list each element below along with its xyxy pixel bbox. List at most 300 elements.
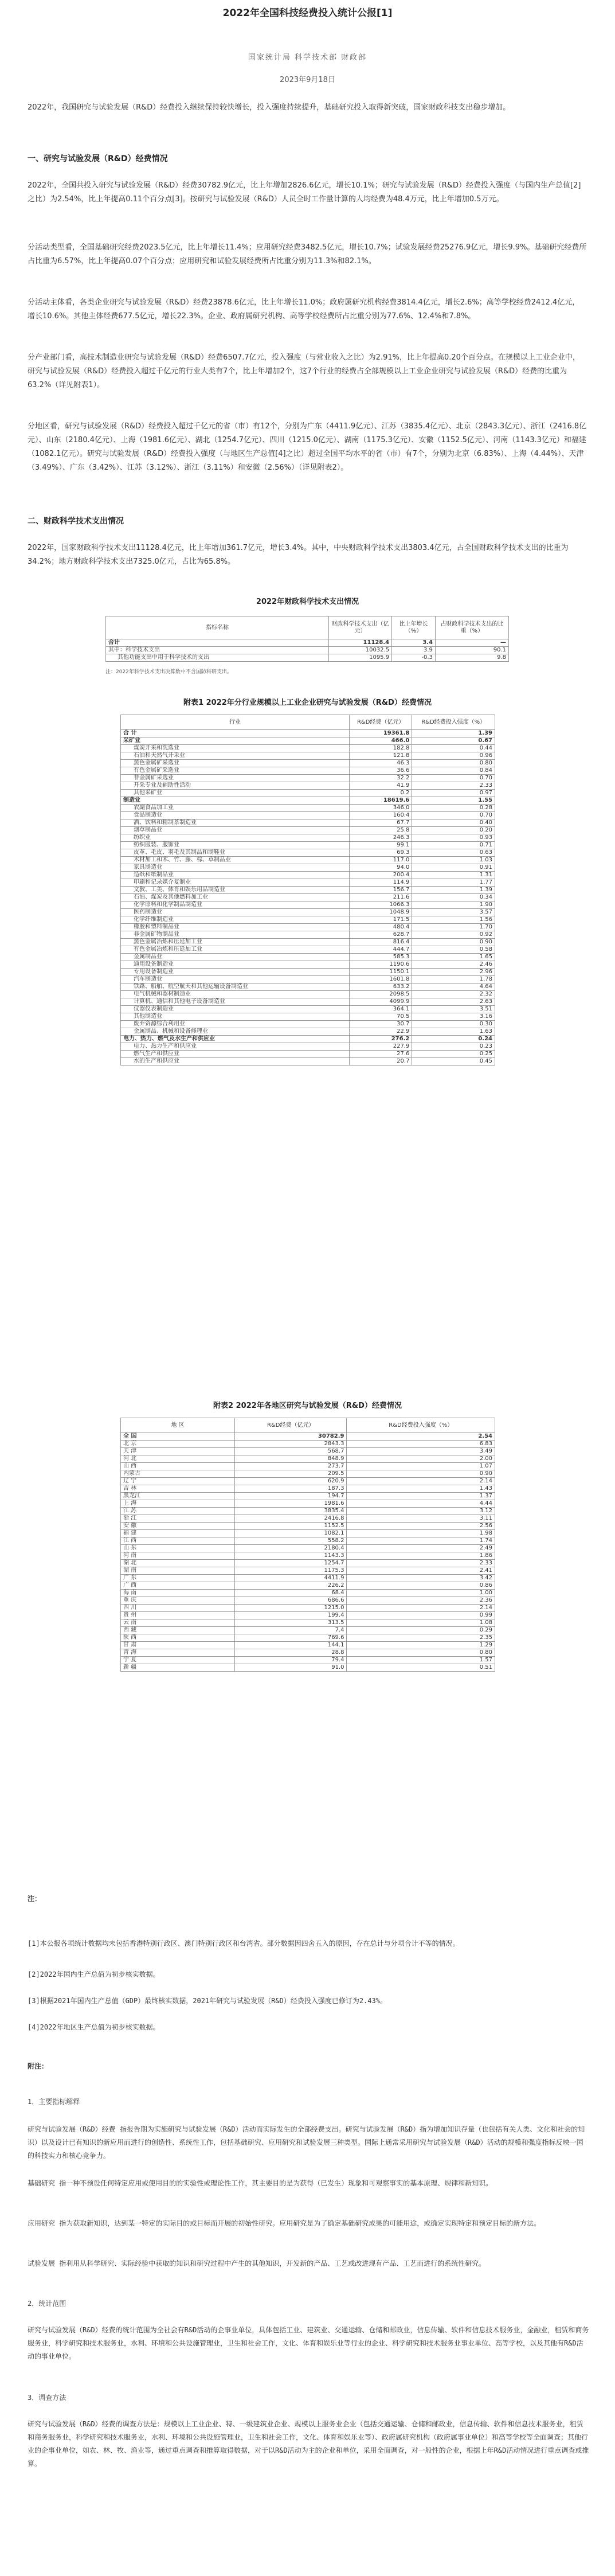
table-cell: 木材加工和木、竹、藤、棕、草制品业 xyxy=(121,857,350,864)
table-row xyxy=(121,834,495,842)
table2-header: 行业 xyxy=(121,715,350,730)
table2-title: 附表1 2022年分行业规模以上工业企业研究与试验发展（R&D）经费情况 xyxy=(183,698,432,707)
table-row xyxy=(121,1013,495,1021)
table-cell: 1.57 xyxy=(347,1657,495,1664)
table-cell: 0.84 xyxy=(412,767,495,775)
table-cell: 浙 江 xyxy=(121,1515,235,1523)
note-3: [3]根据2021年国内生产总值（GDP）最终核实数据，2021年研究与试验发展（R&D）经费投入强度已修订为2.43%。 xyxy=(28,1997,387,2005)
table-row xyxy=(121,1043,495,1051)
table-cell: 466.0 xyxy=(350,737,412,745)
table-cell: 0.99 xyxy=(347,1612,495,1619)
table2 xyxy=(120,715,495,1065)
table-cell: 226.2 xyxy=(235,1582,347,1590)
table-cell: 烟草制品业 xyxy=(121,827,350,834)
table-cell: 1.31 xyxy=(412,872,495,879)
table-cell: 1601.8 xyxy=(350,976,412,983)
table-cell: 3.51 xyxy=(412,1006,495,1013)
table-cell: 32.2 xyxy=(350,775,412,782)
table-cell: 480.4 xyxy=(350,924,412,931)
table-cell: 有色金属矿采选业 xyxy=(121,767,350,775)
table-row xyxy=(121,1508,495,1515)
table-cell: 27.6 xyxy=(350,1051,412,1058)
table-row xyxy=(121,931,495,939)
table-cell: 2.14 xyxy=(347,1605,495,1612)
table-row xyxy=(121,894,495,901)
table-cell: 558.2 xyxy=(235,1537,347,1545)
table-cell: 2.56 xyxy=(347,1523,495,1530)
table-cell: 化学纤维制造业 xyxy=(121,916,350,924)
section-1-heading: 一、研究与试验发展（R&D）经费情况 xyxy=(28,154,168,163)
table-cell: 0.91 xyxy=(412,864,495,872)
table-row xyxy=(121,767,495,775)
table-cell: 816.4 xyxy=(350,939,412,946)
table-cell: 2.49 xyxy=(347,1545,495,1552)
table-cell: 0.80 xyxy=(412,760,495,767)
table-cell: 辽 宁 xyxy=(121,1478,235,1485)
table-row xyxy=(121,939,495,946)
table-cell: 西 藏 xyxy=(121,1627,235,1634)
table-row xyxy=(121,1058,495,1065)
table-row xyxy=(121,790,495,797)
table-cell: 铁路、船舶、航空航天和其他运输设备制造业 xyxy=(121,983,350,991)
intro-paragraph: 2022年，我国研究与试验发展（R&D）经费投入继续保持较快增长，投入强度持续提升，基础研究投入取得新突破，国家财政科技支出稳步增加。 xyxy=(28,103,511,112)
table-cell: 1.29 xyxy=(347,1642,495,1649)
sec1-paragraph-1: 2022年，全国共投入研究与试验发展（R&D）经费30782.9亿元，比上年增加2826.6亿元，增长10.1%；研究与试验发展（R&D）经费投入强度（与国内生产总值[2]之比）为2.54%，比上年提高0.11个百分点[3]。按研究与试验发展（R&D）人员全时工作量计算的人均经费为48.4万元，比上年增加0.5万元。 xyxy=(28,181,581,204)
table-cell: 1152.5 xyxy=(235,1523,347,1530)
table-cell: 70.5 xyxy=(350,1013,412,1021)
table-row xyxy=(121,1605,495,1612)
table-row xyxy=(121,1433,495,1441)
table-cell: 246.3 xyxy=(350,834,412,842)
table-row xyxy=(121,887,495,894)
table-cell: 30782.9 xyxy=(235,1433,347,1441)
table-cell: 0.90 xyxy=(347,1470,495,1478)
table-cell: 0.28 xyxy=(412,805,495,812)
table-cell: 209.5 xyxy=(235,1470,347,1478)
table-row xyxy=(121,1036,495,1043)
appendix-subheading-3: 3．调查方法 xyxy=(28,2394,66,2402)
table-cell: 199.4 xyxy=(235,1612,347,1619)
table-cell: 0.44 xyxy=(412,745,495,752)
table-cell: 3.9 xyxy=(392,647,436,654)
table-cell: 4099.9 xyxy=(350,998,412,1006)
table-cell: 金属制品、机械和设备修理业 xyxy=(121,1028,350,1036)
table-cell: 1.37 xyxy=(347,1493,495,1500)
table-cell: 2.33 xyxy=(412,782,495,790)
table-cell: 114.9 xyxy=(350,879,412,887)
table-cell: 2.32 xyxy=(412,991,495,998)
table-cell: 90.1 xyxy=(435,647,508,654)
table-cell: 0.34 xyxy=(412,894,495,901)
table-cell: 3835.4 xyxy=(235,1508,347,1515)
appendix-paragraph-4: 试验发展 指利用从科学研究、实际经验中获取的知识和研究过程中产生的其他知识，开发新的产品、工艺或改进现有产品、工艺而进行的系统性研究。 xyxy=(28,2259,486,2267)
table-row xyxy=(121,924,495,931)
table-row xyxy=(121,1567,495,1575)
table-row xyxy=(121,737,495,745)
table-cell: 合 计 xyxy=(121,730,350,737)
table-cell: 燃气生产和供应业 xyxy=(121,1051,350,1058)
table-cell: 电力、热力生产和供应业 xyxy=(121,1043,350,1051)
table-cell: 0.70 xyxy=(412,812,495,819)
table-cell: 276.2 xyxy=(350,1036,412,1043)
table-cell: 计算机、通信和其他电子设备制造业 xyxy=(121,998,350,1006)
table-cell: 2.33 xyxy=(347,1560,495,1567)
table-cell: 电力、热力、燃气及水生产和供应业 xyxy=(121,1036,350,1043)
table1-header: 比上年增长（%） xyxy=(392,616,436,639)
table-row xyxy=(121,1485,495,1493)
table-row xyxy=(121,1634,495,1642)
table-cell: 4.44 xyxy=(347,1500,495,1508)
table-cell: 0.71 xyxy=(412,842,495,849)
table-cell: 6.83 xyxy=(347,1441,495,1448)
table-row xyxy=(121,760,495,767)
table-cell: 2843.3 xyxy=(235,1441,347,1448)
table-cell: 吉 林 xyxy=(121,1485,235,1493)
table-cell: 制造业 xyxy=(121,797,350,805)
table-cell: 专用设备制造业 xyxy=(121,969,350,976)
table-cell: 67.7 xyxy=(350,819,412,827)
table-cell: 585.3 xyxy=(350,954,412,961)
table-cell: 156.7 xyxy=(350,887,412,894)
table-cell: 海 南 xyxy=(121,1590,235,1597)
table-cell: 1.56 xyxy=(412,916,495,924)
table-cell: 121.8 xyxy=(350,752,412,760)
table-row xyxy=(121,805,495,812)
table-cell: 煤炭开采和洗选业 xyxy=(121,745,350,752)
table-cell: 30.7 xyxy=(350,1021,412,1028)
table-cell: 0.2 xyxy=(350,790,412,797)
table-row xyxy=(121,1657,495,1664)
table-row xyxy=(121,1006,495,1013)
table-cell: 2.54 xyxy=(347,1433,495,1441)
table-cell: 合计 xyxy=(106,639,329,647)
table-cell: 家具制造业 xyxy=(121,864,350,872)
table-cell: 0.45 xyxy=(412,1058,495,1065)
section-2-heading: 二、财政科学技术支出情况 xyxy=(28,517,124,526)
table1-header: 指标名称 xyxy=(106,616,329,639)
table-cell: 0.70 xyxy=(412,775,495,782)
table-cell: 1254.7 xyxy=(235,1560,347,1567)
table-cell: 444.7 xyxy=(350,946,412,954)
table-cell: 1.43 xyxy=(347,1485,495,1493)
table-cell: 2.96 xyxy=(412,969,495,976)
appendix-subheading-1: 1．主要指标解释 xyxy=(28,2098,80,2106)
table-cell: 水的生产和供应业 xyxy=(121,1058,350,1065)
table-cell: 河 北 xyxy=(121,1455,235,1463)
table-row xyxy=(121,1493,495,1500)
table-row xyxy=(121,969,495,976)
table-cell: 四 川 xyxy=(121,1605,235,1612)
table-row xyxy=(121,998,495,1006)
table-cell: 4411.9 xyxy=(235,1575,347,1582)
table-cell: 41.9 xyxy=(350,782,412,790)
table-cell: 贵 州 xyxy=(121,1612,235,1619)
table-cell: 3.11 xyxy=(347,1515,495,1523)
appendix-paragraph-5: 研究与试验发展（R&D）经费的统计范围为全社会有R&D活动的企事业单位，具体包括工业、建筑业、交通运输、仓储和邮政业，信息传输、软件和信息技术服务业，金融业，租赁和商务服务业，科学研究和技术服务业，水利、环境和公共设施管理业，卫生和社会工作，文化、体育和娱乐业等行业的企业、科学研究和技术服务业事业单位、高等学校，以及其他有R&D活动的事业单位。 xyxy=(28,2326,589,2360)
appendix-paragraph-2: 基础研究 指一种不预设任何特定应用或使用目的的实验性或理论性工作，其主要目的是为获得（已发生）现象和可观察事实的基本原理、规律和新知识。 xyxy=(28,2179,493,2187)
table-cell: 1.70 xyxy=(412,924,495,931)
table-cell: 28.8 xyxy=(235,1649,347,1657)
table-cell: 2180.4 xyxy=(235,1545,347,1552)
table-cell: 酒、饮料和精制茶制造业 xyxy=(121,819,350,827)
table-row xyxy=(121,842,495,849)
table-cell: 628.7 xyxy=(350,931,412,939)
table-row xyxy=(121,745,495,752)
table-row xyxy=(121,991,495,998)
table-cell: 其他制造业 xyxy=(121,1013,350,1021)
table-cell: 99.1 xyxy=(350,842,412,849)
table-cell: 3.42 xyxy=(347,1575,495,1582)
table-cell: 171.5 xyxy=(350,916,412,924)
table-cell: 金属制品业 xyxy=(121,954,350,961)
table-cell: 非金属矿采选业 xyxy=(121,775,350,782)
table-cell: 2.00 xyxy=(347,1455,495,1463)
table-cell: 3.16 xyxy=(412,1013,495,1021)
table-cell: 3.12 xyxy=(347,1508,495,1515)
page-title: 2022年全国科技经费投入统计公报[1] xyxy=(222,7,393,19)
table-cell: 25.8 xyxy=(350,827,412,834)
table-row xyxy=(121,976,495,983)
table-row xyxy=(121,1448,495,1455)
table1-header: 占财政科学技术支出的比重（%） xyxy=(435,616,508,639)
table-row xyxy=(121,752,495,760)
table1 xyxy=(105,616,509,662)
table-cell: 2.36 xyxy=(347,1597,495,1605)
note-1: [1]本公报各项统计数据均未包括香港特别行政区、澳门特别行政区和台湾省。部分数据因四舍五入的原因，存在总计与分项合计不等的情况。 xyxy=(28,1939,460,1947)
table3-title: 附表2 2022年各地区研究与试验发展（R&D）经费情况 xyxy=(213,1402,402,1410)
table-cell: 273.7 xyxy=(235,1463,347,1470)
sec1-paragraph-2: 分活动类型看，全国基础研究经费2023.5亿元，比上年增长11.4%；应用研究经费3482.5亿元，增长10.7%；试验发展经费25276.9亿元，增长9.9%。基础研究经费所占比重为6.57%，比上年提高0.07个百分点；应用研究和试验发展经费所占比重分别为11.3%和82.1%。 xyxy=(28,243,587,266)
table-cell: 620.9 xyxy=(235,1478,347,1485)
table-cell: 194.7 xyxy=(235,1493,347,1500)
table-cell: 1.07 xyxy=(347,1463,495,1470)
table-row xyxy=(121,1642,495,1649)
table-cell: 2098.5 xyxy=(350,991,412,998)
table-cell: 2.35 xyxy=(347,1634,495,1642)
table-cell: 1.74 xyxy=(347,1537,495,1545)
table-cell: 19361.8 xyxy=(350,730,412,737)
table-cell: 1.78 xyxy=(412,976,495,983)
publish-date: 2023年9月18日 xyxy=(280,76,335,84)
table-cell: 0.97 xyxy=(412,790,495,797)
table-cell: 0.92 xyxy=(412,931,495,939)
table-row xyxy=(121,1545,495,1552)
table-cell: 1082.1 xyxy=(235,1530,347,1537)
table-cell: 全 国 xyxy=(121,1433,235,1441)
table-cell: 3.57 xyxy=(412,909,495,916)
table-cell: 广 东 xyxy=(121,1575,235,1582)
appendix-label: 附注： xyxy=(28,2062,49,2070)
table-cell: 山 西 xyxy=(121,1463,235,1470)
table-row xyxy=(121,827,495,834)
table-cell: 纺织服装、服饰业 xyxy=(121,842,350,849)
table-cell: 1.63 xyxy=(412,1028,495,1036)
sec1-paragraph-3: 分活动主体看，各类企业研究与试验发展（R&D）经费23878.6亿元，比上年增长11.0%；政府属研究机构经费3814.4亿元，增长2.6%；高等学校经费2412.4亿元，增长10.6%。其他主体经费677.5亿元，增长22.3%。企业、政府属研究机构、高等学校经费所占比重分别为77.6%、12.4%和7.8%。 xyxy=(28,298,580,321)
sec2-paragraph-1: 2022年，国家财政科学技术支出11128.4亿元，比上年增加361.7亿元，增长3.4%。其中，中央财政科学技术支出3803.4亿元，占全国财政科学技术支出的比重为34.2%；地方财政科学技术支出7325.0亿元，占比为65.8%。 xyxy=(28,544,569,566)
table-row xyxy=(121,1530,495,1537)
table-row xyxy=(121,1649,495,1657)
table-row xyxy=(121,1664,495,1672)
table-cell: 文教、工美、体育和娱乐用品制造业 xyxy=(121,887,350,894)
table-cell: 1.00 xyxy=(347,1590,495,1597)
table-cell: 甘 肃 xyxy=(121,1642,235,1649)
table-cell: 1.03 xyxy=(412,857,495,864)
table-cell: 313.5 xyxy=(235,1619,347,1627)
table-cell: 0.20 xyxy=(412,827,495,834)
table-cell: 91.0 xyxy=(235,1664,347,1672)
table-cell: 1215.0 xyxy=(235,1605,347,1612)
appendix-paragraph-3: 应用研究 指为获取新知识，达到某一特定的实际目的或目标而开展的初始性研究。应用研究是为了确定基础研究成果的可能用途，或确定实现特定和预定目标的新方法。 xyxy=(28,2219,541,2227)
table-cell: 新 疆 xyxy=(121,1664,235,1672)
authors: 国家统计局 科学技术部 财政部 xyxy=(248,53,367,62)
table-row xyxy=(121,1500,495,1508)
table-row xyxy=(121,730,495,737)
table-row xyxy=(121,1597,495,1605)
table-cell: 其他采矿业 xyxy=(121,790,350,797)
table-cell: 18619.6 xyxy=(350,797,412,805)
table-cell: 4.64 xyxy=(412,983,495,991)
table-cell: 安 徽 xyxy=(121,1523,235,1530)
table-cell: 北 京 xyxy=(121,1441,235,1448)
table-cell: 通用设备制造业 xyxy=(121,961,350,969)
table-cell: 0.90 xyxy=(412,939,495,946)
table-cell: 1.86 xyxy=(347,1552,495,1560)
table-row xyxy=(121,797,495,805)
sec1-paragraph-4: 分产业部门看，高技术制造业研究与试验发展（R&D）经费6507.7亿元，投入强度（与营业收入之比）为2.91%，比上年提高0.20个百分点。在规模以上工业企业中，研究与试验发展（R&D）经费投入超过千亿元的行业大类有7个，比上年增加2个，这7个行业的经费占全部规模以上工业企业研究与试验发展（R&D）经费的比重为63.2%（详见附表1）。 xyxy=(28,353,580,389)
table-cell: -0.3 xyxy=(392,654,436,662)
table-cell: 633.2 xyxy=(350,983,412,991)
table-cell: 0.25 xyxy=(412,1051,495,1058)
table2-header: R&D经费（亿元） xyxy=(350,715,412,730)
table-cell: 187.3 xyxy=(235,1485,347,1493)
table-cell: 79.4 xyxy=(235,1657,347,1664)
table-cell: 医药制造业 xyxy=(121,909,350,916)
table-cell: 0.93 xyxy=(412,834,495,842)
table-cell: 0.40 xyxy=(412,819,495,827)
table-row xyxy=(121,775,495,782)
table-cell: 2.46 xyxy=(412,961,495,969)
table-cell: 1.55 xyxy=(412,797,495,805)
table-cell: 364.1 xyxy=(350,1006,412,1013)
table-cell: 20.7 xyxy=(350,1058,412,1065)
table-cell: 江 苏 xyxy=(121,1508,235,1515)
table-row xyxy=(121,1441,495,1448)
sec1-paragraph-5: 分地区看，研究与试验发展（R&D）经费投入超过千亿元的省（市）有12个，分别为广东（4411.9亿元）、江苏（3835.4亿元）、北京（2843.3亿元）、浙江（2416.8亿元）、山东（2180.4亿元）、上海（1981.6亿元）、湖北（1254.7亿元）、四川（1215.0亿元）、湖南（1175.3亿元）、安徽（1152.5亿元）、河南（1143.3亿元）和福建（1082.1亿元）。研究与试验发展（R&D）经费投入强度（与地区生产总值[4]之比）超过全国平均水平的省（市）有7个，分别为北京（6.83%）、上海（4.44%）、天津（3.49%）、广东（3.42%）、江苏（3.12%）、浙江（3.11%）和安徽（2.56%）（详见附表2）。 xyxy=(28,422,587,472)
table-row xyxy=(121,1590,495,1597)
table-cell: 开采专业及辅助性活动 xyxy=(121,782,350,790)
table-cell: 纺织业 xyxy=(121,834,350,842)
table-cell: 2.14 xyxy=(347,1478,495,1485)
table-row xyxy=(121,872,495,879)
table3 xyxy=(120,1418,495,1672)
table-cell: 1150.1 xyxy=(350,969,412,976)
table-cell: 其中：科学技术支出 xyxy=(106,647,329,654)
table-row xyxy=(121,1575,495,1582)
table-cell: 青 海 xyxy=(121,1649,235,1657)
table-cell: 黑色金属冶炼和压延加工业 xyxy=(121,939,350,946)
table-cell: 农副食品加工业 xyxy=(121,805,350,812)
table-row xyxy=(121,1582,495,1590)
table-cell: 69.3 xyxy=(350,849,412,857)
table-cell: 废弃资源综合利用业 xyxy=(121,1021,350,1028)
table-row xyxy=(121,879,495,887)
table-row xyxy=(121,1463,495,1470)
table-row xyxy=(121,1552,495,1560)
table-row xyxy=(121,983,495,991)
table-row xyxy=(121,909,495,916)
table-cell: 仪器仪表制造业 xyxy=(121,1006,350,1013)
appendix-paragraph-1: 研究与试验发展（R&D）经费 指报告期为实施研究与试验发展（R&D）活动而实际发生的全部经费支出。研究与试验发展（R&D）指为增加知识存量（也包括有关人类、文化和社会的知识）以及设计已有知识的新应用而进行的创造性、系统性工作，包括基础研究、应用研究和试验发展三种类型。国际上通常采用研究与试验发展（R&D）活动的规模和强度指标反映一国的科技实力和核心竞争力。 xyxy=(28,2125,585,2160)
table-row xyxy=(121,954,495,961)
note-4: [4]2022年地区生产总值为初步核实数据。 xyxy=(28,2023,160,2031)
table-row xyxy=(121,1515,495,1523)
table2-header: R&D经费投入强度（%） xyxy=(412,715,495,730)
table-cell: 46.3 xyxy=(350,760,412,767)
table-cell: 3.4 xyxy=(392,639,436,647)
table3-header: R&D经费（亿元） xyxy=(235,1418,347,1433)
table-cell: 0.63 xyxy=(412,849,495,857)
table-cell: 采矿业 xyxy=(121,737,350,745)
table1-header: 财政科学技术支出（亿元） xyxy=(329,616,392,639)
table-cell: 云 南 xyxy=(121,1619,235,1627)
table-cell: 0.86 xyxy=(347,1582,495,1590)
table-cell: 1095.9 xyxy=(329,654,392,662)
table-cell: 211.6 xyxy=(350,894,412,901)
table-cell: 117.0 xyxy=(350,857,412,864)
table-cell: 0.30 xyxy=(412,1021,495,1028)
table-cell: 山 东 xyxy=(121,1545,235,1552)
table-cell: 化学原料和化学制品制造业 xyxy=(121,901,350,909)
table-row xyxy=(121,1021,495,1028)
table-row xyxy=(121,901,495,909)
table-cell: 皮革、毛皮、羽毛及其制品和制鞋业 xyxy=(121,849,350,857)
table-cell: 河 南 xyxy=(121,1552,235,1560)
table3-header: R&D经费投入强度（%） xyxy=(347,1418,495,1433)
table-cell: 电气机械和器材制造业 xyxy=(121,991,350,998)
table-cell: 福 建 xyxy=(121,1530,235,1537)
table-cell: 227.9 xyxy=(350,1043,412,1051)
note-2: [2]2022年国内生产总值为初步核实数据。 xyxy=(28,1970,160,1978)
notes-label: 注： xyxy=(28,1895,42,1903)
table-cell: 686.6 xyxy=(235,1597,347,1605)
table-cell: 1.77 xyxy=(412,879,495,887)
table-cell: 1175.3 xyxy=(235,1567,347,1575)
table-cell: 1190.6 xyxy=(350,961,412,969)
table-cell: 印刷和记录媒介复制业 xyxy=(121,879,350,887)
table-cell: 769.6 xyxy=(235,1634,347,1642)
table-cell: 黑色金属矿采选业 xyxy=(121,760,350,767)
table-cell: 1066.3 xyxy=(350,901,412,909)
table-row xyxy=(121,1051,495,1058)
table-cell: 7.4 xyxy=(235,1627,347,1634)
table-cell: 0.80 xyxy=(347,1649,495,1657)
table-cell: 石油、煤炭及其他燃料加工业 xyxy=(121,894,350,901)
table-cell: 广 西 xyxy=(121,1582,235,1590)
table-cell: 0.51 xyxy=(347,1664,495,1672)
table-cell: 2.63 xyxy=(412,998,495,1006)
table-cell: 1.39 xyxy=(412,730,495,737)
table-row xyxy=(121,1627,495,1634)
table-cell: 0.58 xyxy=(412,946,495,954)
table-cell: 22.9 xyxy=(350,1028,412,1036)
table-cell: 2416.8 xyxy=(235,1515,347,1523)
table-cell: 陕 西 xyxy=(121,1634,235,1642)
table-row xyxy=(121,1560,495,1567)
table-cell: 内蒙古 xyxy=(121,1470,235,1478)
table-cell: 石油和天然气开采业 xyxy=(121,752,350,760)
table-row xyxy=(121,1612,495,1619)
table-row xyxy=(121,1523,495,1530)
